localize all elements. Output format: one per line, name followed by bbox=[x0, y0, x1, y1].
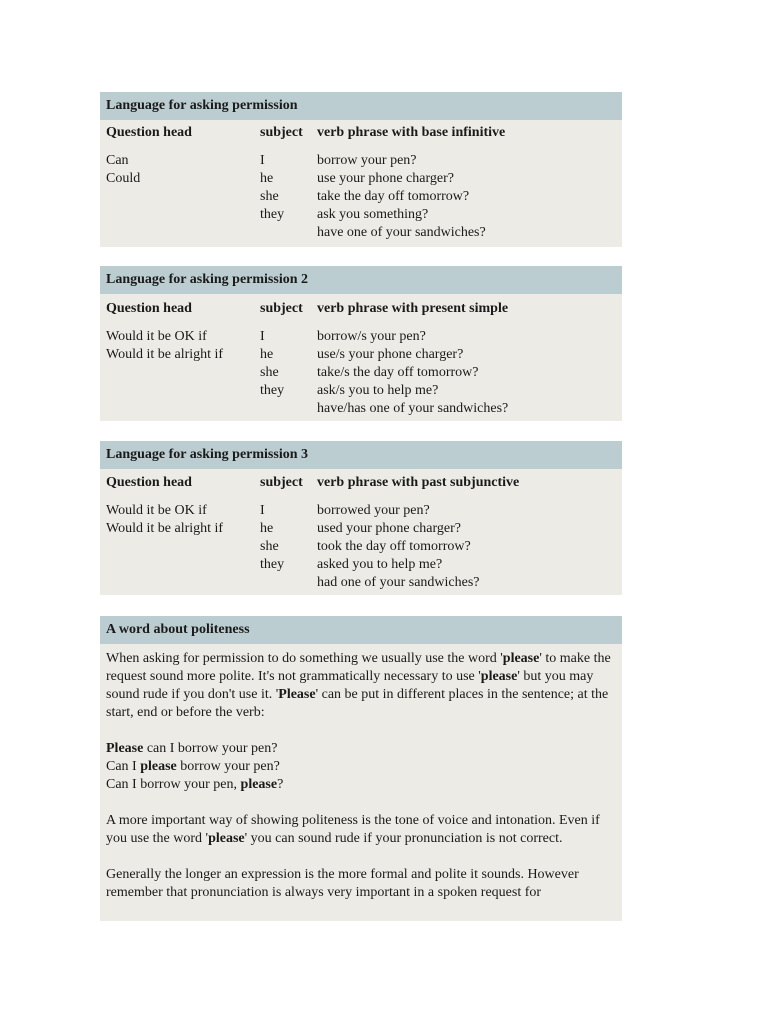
emphasis: please bbox=[208, 831, 245, 846]
verb-phrase: use your phone charger? bbox=[317, 171, 454, 186]
question-head: Would it be OK if bbox=[106, 329, 207, 344]
verb-phrase: borrowed your pen? bbox=[317, 503, 430, 518]
verb-phrase: have one of your sandwiches? bbox=[317, 225, 486, 240]
verb-phrase: had one of your sandwiches? bbox=[317, 575, 480, 590]
table-title: Language for asking permission 2 bbox=[100, 266, 622, 294]
subject: she bbox=[260, 539, 279, 554]
example-sentence bbox=[106, 758, 616, 776]
emphasis: please bbox=[480, 669, 518, 684]
verb-phrase: use/s your phone charger? bbox=[317, 347, 464, 362]
politeness-title: A word about politeness bbox=[100, 616, 622, 644]
verb-phrase: used your phone charger? bbox=[317, 521, 461, 536]
question-head: Would it be OK if bbox=[106, 503, 207, 518]
text-run: can I borrow your pen? bbox=[143, 741, 278, 756]
verb-phrase: ask/s you to help me? bbox=[317, 383, 439, 398]
paragraph: Generally the longer an expression is the more formal and polite it sounds. However remember that pronunciation is always very important in a spoken request for bbox=[106, 867, 579, 900]
col-head-subject: subject bbox=[260, 475, 303, 490]
subject: he bbox=[260, 347, 274, 362]
question-head: Could bbox=[106, 171, 141, 186]
emphasis: Please bbox=[106, 741, 144, 756]
permission-table-3 bbox=[100, 441, 622, 595]
table-title: Language for asking permission bbox=[100, 92, 622, 120]
text-run: ' can be put in different places in the sentence; at the start, end or before the verb: bbox=[106, 687, 609, 720]
example-sentence bbox=[106, 776, 616, 794]
subject: I bbox=[260, 329, 265, 344]
text-run: ? bbox=[277, 777, 284, 792]
subject: she bbox=[260, 365, 279, 380]
col-head-subject: subject bbox=[260, 301, 303, 316]
col-head-verb-phrase: verb phrase with base infinitive bbox=[317, 125, 506, 140]
verb-phrase: take/s the day off tomorrow? bbox=[317, 365, 479, 380]
emphasis: please bbox=[502, 651, 540, 666]
verb-phrase: have/has one of your sandwiches? bbox=[317, 401, 509, 416]
col-head-question: Question head bbox=[106, 301, 192, 316]
subject: I bbox=[260, 503, 265, 518]
politeness-text bbox=[100, 644, 622, 902]
verb-phrase: take the day off tomorrow? bbox=[317, 189, 470, 204]
subject: they bbox=[260, 383, 285, 398]
verb-phrase: asked you to help me? bbox=[317, 557, 443, 572]
subject: she bbox=[260, 189, 279, 204]
emphasis: please bbox=[140, 759, 177, 774]
politeness-box bbox=[100, 616, 622, 921]
verb-phrase: borrow your pen? bbox=[317, 153, 417, 168]
verb-phrase: ask you something? bbox=[317, 207, 429, 222]
text-run: A more important way of showing politeness is the tone of voice and intonation. Even if you use the word ' bbox=[106, 813, 600, 846]
verb-phrase: took the day off tomorrow? bbox=[317, 539, 471, 554]
text-run: Can I bbox=[106, 759, 141, 774]
example-sentence bbox=[106, 740, 616, 758]
permission-table-2 bbox=[100, 266, 622, 421]
text-run: borrow your pen? bbox=[176, 759, 280, 774]
text-run: When asking for permission to do something we usually use the word ' bbox=[106, 651, 503, 666]
paragraph bbox=[106, 812, 616, 848]
table-title: Language for asking permission 3 bbox=[100, 441, 622, 469]
emphasis: please bbox=[240, 777, 278, 792]
subject: he bbox=[260, 171, 274, 186]
col-head-question: Question head bbox=[106, 125, 192, 140]
verb-phrase: borrow/s your pen? bbox=[317, 329, 426, 344]
question-head: Would it be alright if bbox=[106, 347, 224, 362]
question-head: Can bbox=[106, 153, 129, 168]
text-run: Can I borrow your pen, bbox=[106, 777, 241, 792]
examples bbox=[106, 740, 616, 794]
subject: they bbox=[260, 207, 285, 222]
paragraph bbox=[106, 650, 616, 722]
col-head-subject: subject bbox=[260, 125, 303, 140]
subject: they bbox=[260, 557, 285, 572]
subject: I bbox=[260, 153, 265, 168]
text-run: ' to make the request sound more polite. It's not grammatically necessary to use ' bbox=[106, 651, 611, 684]
text-run: ' you can sound rude if your pronunciation is not correct. bbox=[244, 831, 563, 846]
col-head-question: Question head bbox=[106, 475, 192, 490]
col-head-verb-phrase: verb phrase with present simple bbox=[317, 301, 509, 316]
subject: he bbox=[260, 521, 274, 536]
question-head: Would it be alright if bbox=[106, 521, 224, 536]
permission-table-1 bbox=[100, 92, 622, 247]
text-run: ' but you may sound rude if you don't use it. ' bbox=[106, 669, 594, 702]
emphasis: Please bbox=[278, 687, 316, 702]
col-head-verb-phrase: verb phrase with past subjunctive bbox=[317, 475, 520, 490]
